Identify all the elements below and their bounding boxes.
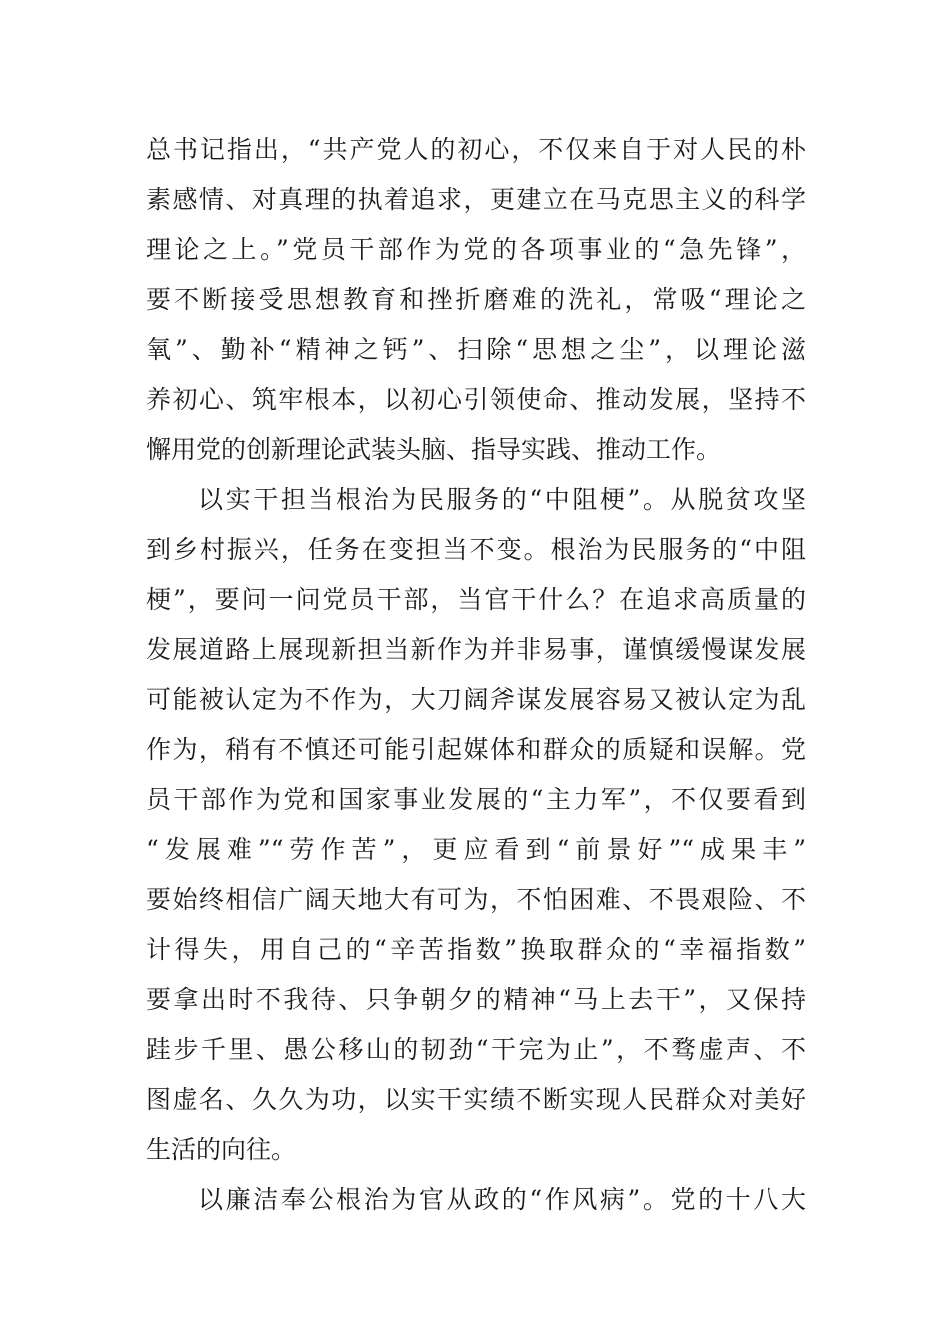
text-line: 懈用党的创新理论武装头脑、指导实践、推动工作。 [146,435,722,464]
text-line: 素感情、对真理的执着追求，更建立在马克思主义的科学 [146,185,806,214]
text-line: 员干部作为党和国家事业发展的“主力军”，不仅要看到 [146,785,806,814]
text-line: 氧”、勤补“精神之钙”、扫除“思想之尘”，以理论滋 [146,335,806,364]
text-line: 梗”，要问一问党员干部，当官干什么？在追求高质量的 [146,585,806,614]
text-line: 作为，稍有不慎还可能引起媒体和群众的质疑和误解。党 [146,735,806,764]
paragraph-heading-line: 以廉洁奉公根治为官从政的“作风病”。党的十八大 [198,1185,806,1214]
text-line: 要拿出时不我待、只争朝夕的精神“马上去干”，又保持 [146,985,806,1014]
text-line: 计得失，用自己的“辛苦指数”换取群众的“幸福指数” [146,935,806,964]
text-line: 图虚名、久久为功，以实干实绩不断实现人民群众对美好 [146,1085,806,1114]
text-line: 发展道路上展现新担当新作为并非易事，谨慎缓慢谋发展 [146,635,806,664]
text-line: 跬步千里、愚公移山的韧劲“干完为止”，不骛虚声、不 [146,1035,806,1064]
text-line: 到乡村振兴，任务在变担当不变。根治为民服务的“中阻 [146,535,806,564]
text-line: “发展难”“劳作苦”，更应看到“前景好”“成果丰” [146,835,806,864]
text-line: 要不断接受思想教育和挫折磨难的洗礼，常吸“理论之 [146,285,806,314]
text-line: 生活的向往。 [146,1135,297,1164]
text-line: 养初心、筑牢根本，以初心引领使命、推动发展，坚持不 [146,385,806,414]
text-line: 可能被认定为不作为，大刀阔斧谋发展容易又被认定为乱 [146,685,806,714]
text-line: 总书记指出，“共产党人的初心，不仅来自于对人民的朴 [146,135,806,164]
text-line: 要始终相信广阔天地大有可为，不怕困难、不畏艰险、不 [146,885,806,914]
paragraph-heading-line: 以实干担当根治为民服务的“中阻梗”。从脱贫攻坚 [198,485,806,514]
text-line: 理论之上。”党员干部作为党的各项事业的“急先锋”， [146,235,806,264]
